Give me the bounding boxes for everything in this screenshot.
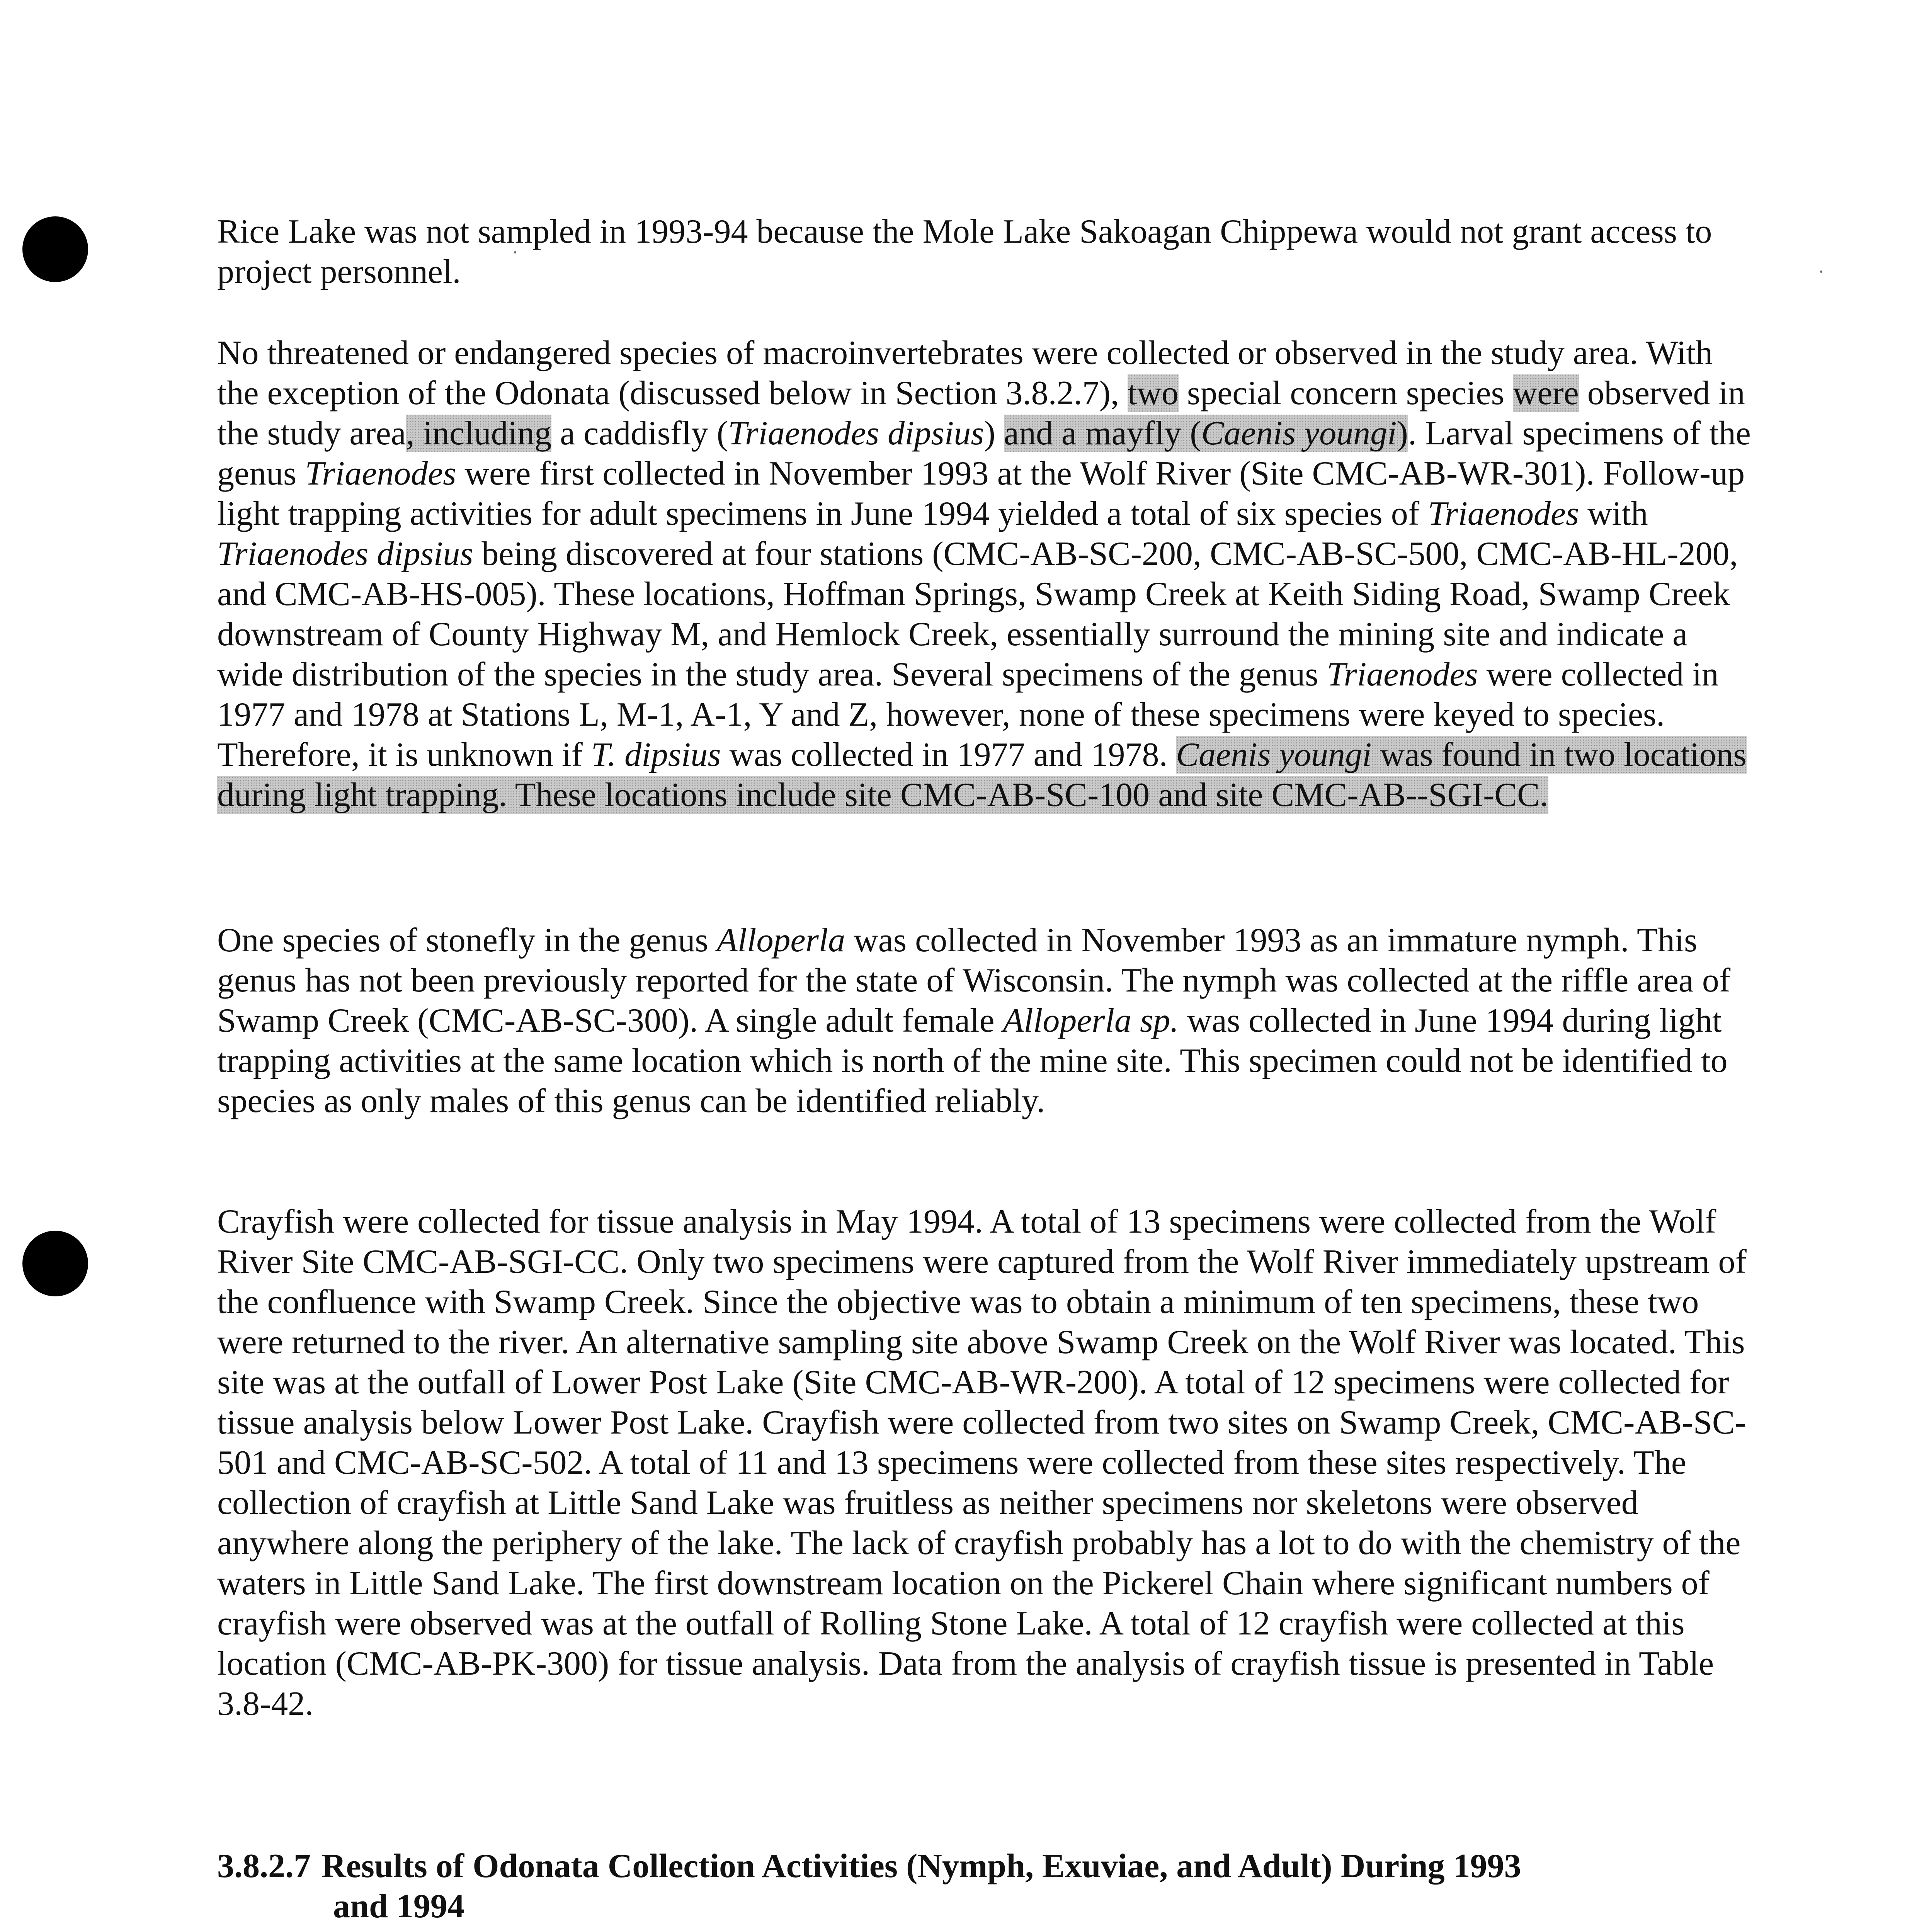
species-name: Triaenodes dipsius bbox=[728, 415, 984, 452]
genus-name: Alloperla bbox=[716, 922, 845, 959]
section-heading bbox=[217, 1846, 1724, 1927]
highlight: were bbox=[1512, 374, 1579, 412]
highlight: two bbox=[1127, 374, 1179, 412]
paragraph-rice-lake: Rice Lake was not sampled in 1993-94 because the Mole Lake Sakoagan Chippewa would not grant access to project personnel. bbox=[217, 213, 1712, 291]
hole-punch-mark bbox=[22, 216, 88, 282]
highlight: , including bbox=[406, 415, 552, 452]
section-title-line-2: and 1994 bbox=[333, 1888, 464, 1925]
paragraph-special-concern-species: No threatened or endangered species of macroinvertebrates were collected or observed in the study area. With the exception of the Odonata (discussed below in Section 3.8.2.7), two special concern species were observed in the study area, including a caddisfly (Triaenodes dipsius) and a mayfly (Caenis youngi). Larval specimens of the genus Triaenodes were first collected in November 1993 at the Wolf River (Site CMC-AB-WR-301). Follow-up light trapping activities for adult specimens in June 1994 yielded a total of six species of Triaenodes with Triaenodes dipsius being discovered at four stations (CMC-AB-SC-200, CMC-AB-SC-500, CMC-AB-HL-200, and CMC-AB-HS-005). These locations, Hoffman Springs, Swamp Creek at Keith Siding Road, Swamp Creek downstream of County Highway M, and Hemlock Creek, essentially surround the mining site and indicate a wide distribution of the species in the study area. Several specimens of the genus Triaenodes were collected in 1977 and 1978 at Stations L, M-1, A-1, Y and Z, however, none of these specimens were keyed to species. Therefore, it is unknown if T. dipsius was collected in 1977 and 1978. Caenis youngi was found in two locations during light trapping. These locations include site CMC-AB-SC-100 and site CMC-AB--SGI-CC. bbox=[217, 334, 1751, 814]
paragraph-crayfish: Crayfish were collected for tissue analysis in May 1994. A total of 13 specimens were collected from the Wolf River Site CMC-AB-SGI-CC. Only two specimens were captured from the Wolf River immediately upstream of the confluence with Swamp Creek. Since the objective was to obtain a minimum of ten specimens, these two were returned to the river. An alternative sampling site above Swamp Creek on the Wolf River was located. This site was at the outfall of Lower Post Lake (Site CMC-AB-WR-200). A total of 12 specimens were collected for tissue analysis below Lower Post Lake. Crayfish were collected from two sites on Swamp Creek, CMC-AB-SC-501 and CMC-AB-SC-502. A total of 11 and 13 specimens were collected from these sites respectively. The collection of crayfish at Little Sand Lake was fruitless as neither specimens nor skeletons were observed anywhere along the periphery of the lake. The lack of crayfish probably has a lot to do with the chemistry of the waters in Little Sand Lake. The first downstream location on the Pickerel Chain where significant numbers of crayfish were observed was at the outfall of Rolling Stone Lake. A total of 12 crayfish were collected at this location (CMC-AB-PK-300) for tissue analysis. Data from the analysis of crayfish tissue is presented in Table 3.8-42. bbox=[217, 1203, 1747, 1723]
scan-speck bbox=[1820, 270, 1822, 273]
hole-punch-mark bbox=[22, 1231, 88, 1296]
section-number: 3.8.2.7 bbox=[217, 1847, 311, 1885]
genus-name: Alloperla sp. bbox=[1003, 1002, 1179, 1039]
species-name: Caenis youngi bbox=[1201, 415, 1397, 452]
highlight: and a mayfly (Caenis youngi) bbox=[1004, 415, 1408, 452]
species-name: Caenis youngi bbox=[1176, 736, 1372, 774]
genus-name: Triaenodes bbox=[1428, 495, 1579, 532]
paragraph-stonefly: One species of stonefly in the genus Alloperla was collected in November 1993 as an immature nymph. This genus has not been previously reported for the state of Wisconsin. The nymph was collected at the riffle area of Swamp Creek (CMC-AB-SC-300). A single adult female Alloperla sp. was collected in June 1994 during light trapping activities at the same location which is north of the mine site. This specimen could not be identified to species as only males of this genus can be identified reliably. bbox=[217, 922, 1731, 1120]
genus-name: Triaenodes bbox=[1327, 656, 1478, 693]
species-name: T. dipsius bbox=[591, 736, 721, 774]
genus-name: Triaenodes bbox=[305, 455, 456, 492]
highlight: Caenis youngi was found in two locations during light trapping. These locations include site CMC-AB-SC-100 and site CMC-AB--SGI-CC. bbox=[217, 736, 1747, 814]
section-title-line-1: Results of Odonata Collection Activities (Nymph, Exuviae, and Adult) During 1993 bbox=[322, 1847, 1521, 1885]
species-name: Triaenodes dipsius bbox=[217, 535, 473, 573]
